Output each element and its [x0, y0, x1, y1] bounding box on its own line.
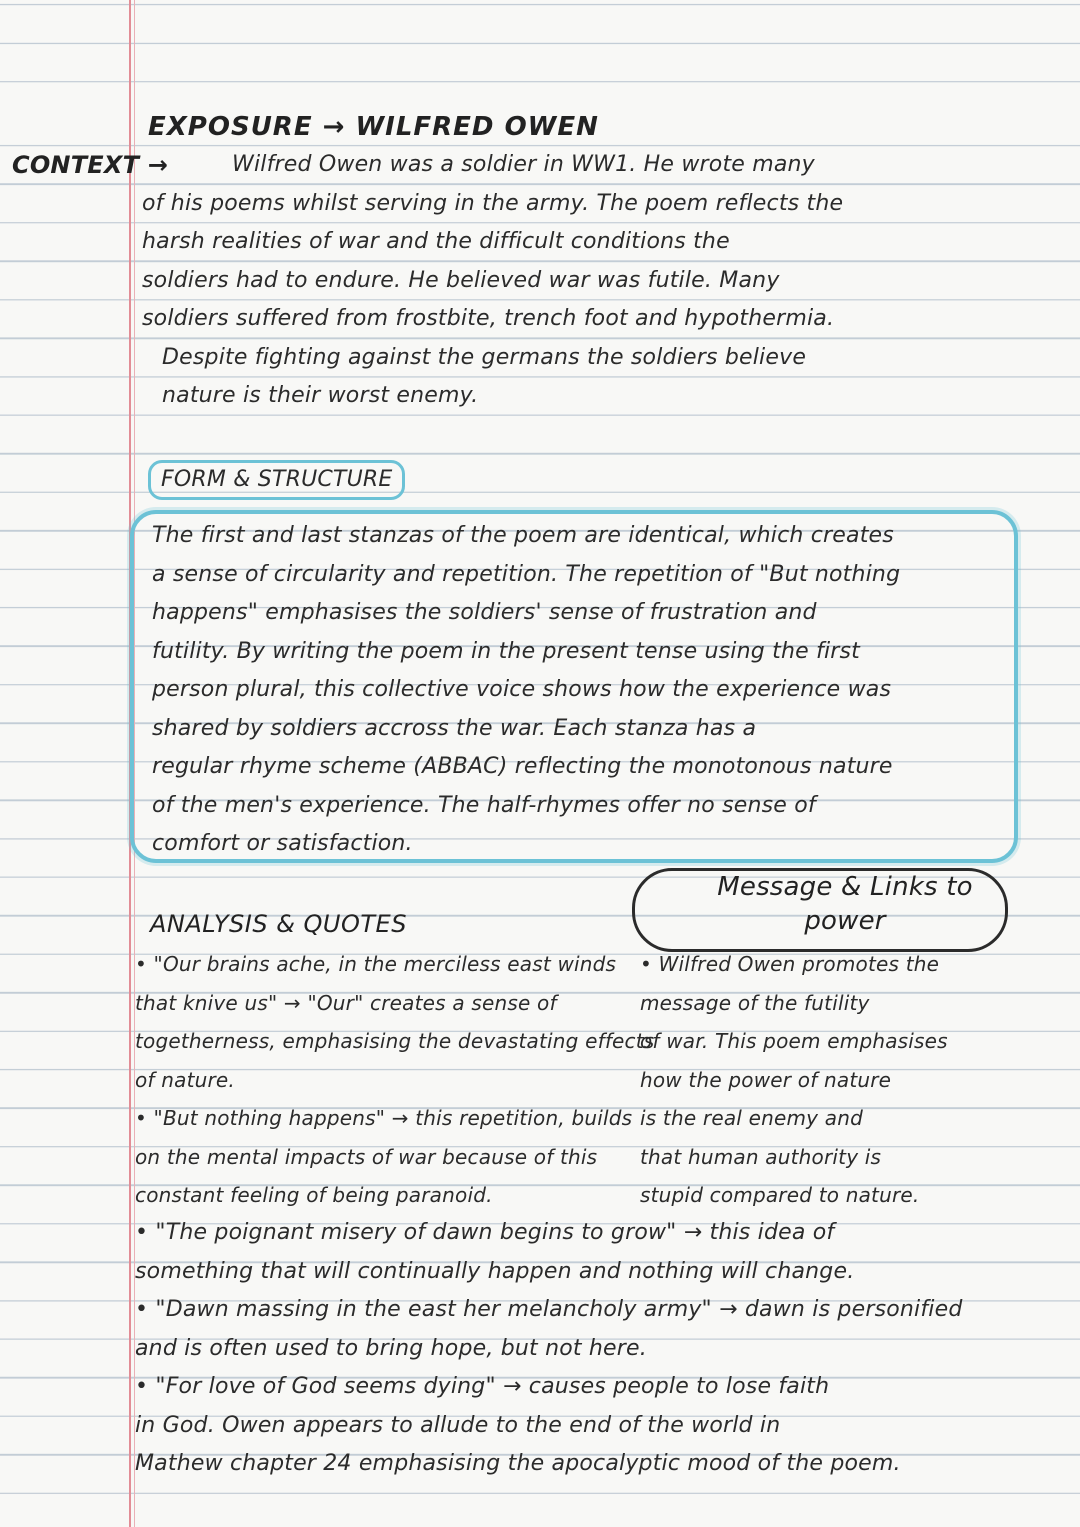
quote-line: • "Dawn massing in the east her melancholy army" → dawn is personified: [135, 1297, 963, 1322]
quotes-section: [135, 1214, 995, 1484]
context-line: soldiers suffered from frostbite, trench foot and hypothermia.: [142, 306, 835, 331]
message-line: is the real enemy and: [640, 1106, 863, 1130]
context-label: CONTEXT →: [12, 151, 169, 179]
form-line: futility. By writing the poem in the present tense using the first: [152, 638, 861, 664]
message-line: message of the futility: [640, 990, 870, 1015]
analysis-line: on the mental impacts of war because of this: [135, 1144, 598, 1169]
context-line: Despite fighting against the germans the soldiers believe: [162, 344, 807, 370]
analysis-section: [135, 945, 655, 1215]
analysis-line: • "But nothing happens" → this repetition, builds: [135, 1106, 633, 1130]
form-line: of the men's experience. The half-rhymes offer no sense of: [152, 792, 816, 818]
analysis-heading: ANALYSIS & QUOTES: [150, 910, 407, 938]
analysis-line: of nature.: [135, 1067, 235, 1092]
message-line: how the power of nature: [640, 1067, 892, 1092]
form-line: comfort or satisfaction.: [152, 831, 413, 856]
message-heading: Message & Links to power: [717, 872, 973, 936]
context-line: Wilfred Owen was a soldier in WW1. He wrote many: [232, 152, 815, 177]
analysis-line: togetherness, emphasising the devastating effects: [135, 1029, 655, 1053]
form-structure-heading: FORM & STRUCTURE: [148, 460, 405, 500]
context-line: of his poems whilst serving in the army. The poem reflects the: [142, 190, 844, 216]
analysis-line: that knive us" → "Our" creates a sense of: [135, 990, 557, 1015]
quote-line: • "For love of God seems dying" → causes people to lose faith: [135, 1374, 830, 1399]
form-line: happens" emphasises the soldiers' sense of frustration and: [152, 600, 817, 625]
form-line: shared by soldiers accross the war. Each stanza has a: [152, 715, 757, 741]
message-line: stupid compared to nature.: [640, 1183, 920, 1207]
form-line: regular rhyme scheme (ABBAC) reflecting the monotonous nature: [152, 754, 893, 779]
message-section: [640, 945, 1010, 1215]
message-line: that human authority is: [640, 1144, 882, 1169]
quote-line: something that will continually happen and nothing will change.: [135, 1258, 855, 1284]
analysis-line: • "Our brains ache, in the merciless east winds: [135, 952, 617, 976]
message-line: • Wilfred Owen promotes the: [640, 952, 940, 976]
context-line: nature is their worst enemy.: [162, 383, 479, 408]
quote-line: in God. Owen appears to allude to the end of the world in: [135, 1412, 781, 1438]
context-line: harsh realities of war and the difficult conditions the: [142, 229, 730, 254]
quote-line: • "The poignant misery of dawn begins to grow" → this idea of: [135, 1220, 835, 1245]
form-line: person plural, this collective voice shows how the experience was: [152, 677, 892, 702]
analysis-line: constant feeling of being paranoid.: [135, 1183, 493, 1207]
form-structure-section: [152, 517, 997, 864]
form-line: The first and last stanzas of the poem are identical, which creates: [152, 523, 894, 548]
context-section: [142, 146, 1037, 416]
form-line: a sense of circularity and repetition. The repetition of "But nothing: [152, 561, 901, 587]
quote-line: and is often used to bring hope, but not here.: [135, 1335, 647, 1361]
context-line: soldiers had to endure. He believed war was futile. Many: [142, 267, 780, 293]
message-line: of war. This poem emphasises: [640, 1029, 948, 1053]
page-title: EXPOSURE → WILFRED OWEN: [148, 112, 599, 142]
quote-line: Mathew chapter 24 emphasising the apocalyptic mood of the poem.: [135, 1451, 901, 1476]
